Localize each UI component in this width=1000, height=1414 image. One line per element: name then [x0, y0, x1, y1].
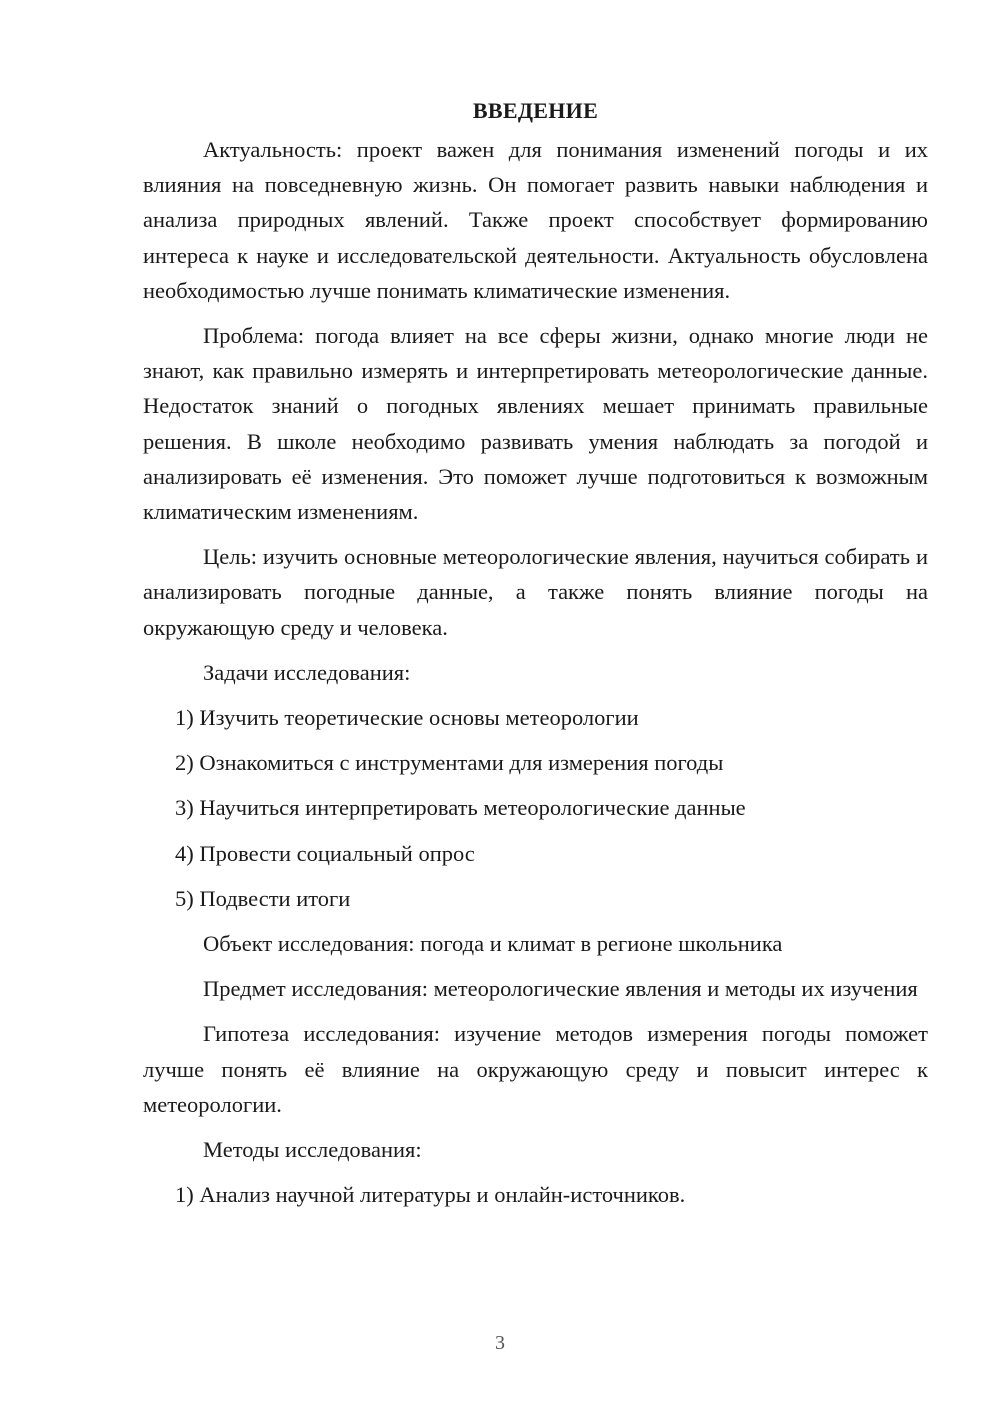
problem-paragraph: Проблема: погода влияет на все сферы жизни, однако многие люди не знают, как правильно измерять и интерпретировать метеорологические данные. Недостаток знаний о погодных явлениях мешает принимать правильные решения. В школе необходимо развивать умения наблюдать за погодой и анализировать её изменения. Это поможет лучше подготовиться к возможным климатическим изменениям. [143, 323, 928, 525]
relevance-paragraph: Актуальность: проект важен для понимания изменений погоды и их влияния на повседневную жизнь. Он помогает развить навыки наблюдения и анализа природных явлений. Также проект способствует формированию интереса к науке и исследовательской деятельности. Актуальность обусловлена необходимостью лучше понимать климатические изменения. [143, 137, 928, 303]
subject-paragraph: Предмет исследования: метеорологические явления и методы их изучения [203, 976, 918, 1002]
task-item: 5) Подвести итоги [175, 885, 351, 911]
page-number: 3 [495, 1332, 505, 1354]
methods-heading: Методы исследования: [203, 1137, 422, 1163]
task-item: 1) Изучить теоретические основы метеорологии [175, 705, 639, 731]
task-item: 3) Научиться интерпретировать метеорологические данные [175, 795, 746, 821]
document-page [143, 90, 928, 1222]
task-item: 4) Провести социальный опрос [175, 840, 475, 866]
object-line: Объект исследования: погода и климат в регионе школьника [203, 931, 783, 957]
hypothesis-paragraph: Гипотеза исследования: изучение методов измерения погоды поможет лучше понять её влияние на окружающую среду и повысит интерес к метеорологии. [143, 1021, 928, 1117]
task-item: 2) Ознакомиться с инструментами для измерения погоды [175, 750, 724, 776]
method-item: 1) Анализ научной литературы и онлайн-источников. [175, 1182, 686, 1208]
section-title: ВВЕДЕНИЕ [472, 98, 599, 123]
goal-paragraph: Цель: изучить основные метеорологические явления, научиться собирать и анализировать погодные данные, а также понять влияние погоды на окружающую среду и человека. [143, 544, 928, 640]
tasks-heading: Задачи исследования: [203, 659, 411, 685]
